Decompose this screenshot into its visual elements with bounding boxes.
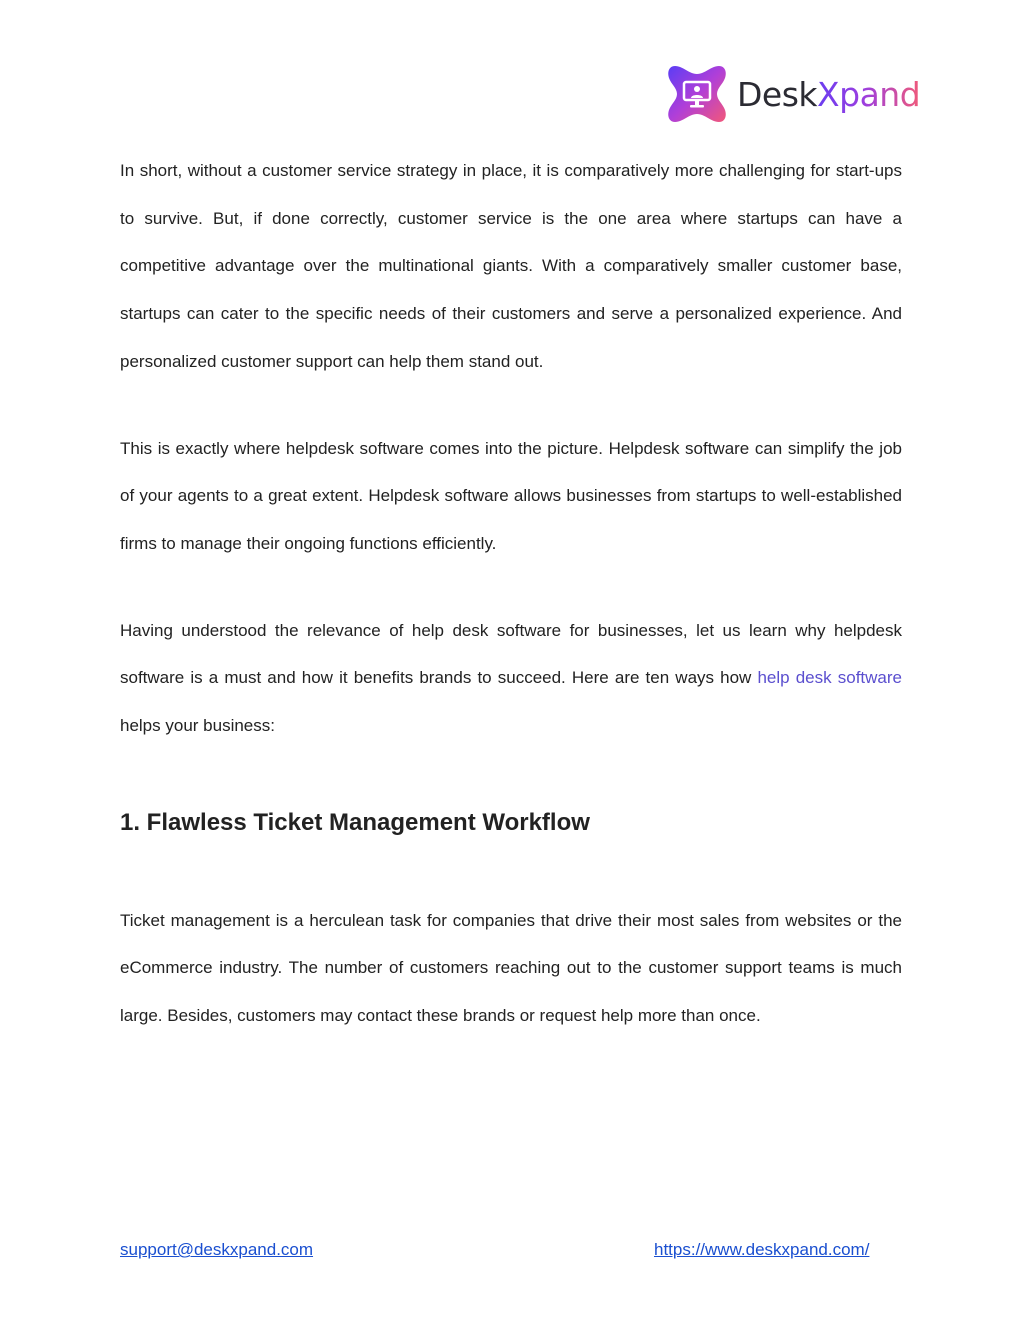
ten-ways-text: Having understood the relevance of help desk software for businesses, let us learn why helpdesk software is a must and how it benefits brands to succeed. Here are ten ways how (120, 620, 902, 688)
ten-ways-paragraph (120, 607, 902, 750)
help-desk-software-link[interactable]: help desk software (757, 668, 902, 688)
helpdesk-paragraph: This is exactly where helpdesk software comes into the picture. Helpdesk software can simplify the job of your agents to a great extent. Helpdesk software allows businesses from startups to well-established firms to manage their ongoing functions efficiently. (120, 438, 902, 553)
document-body (120, 147, 902, 1040)
brand-wordmark-xpand: Xpand (817, 74, 921, 114)
brand-logo (665, 61, 920, 127)
brand-wordmark-desk: Desk (737, 74, 818, 114)
ten-ways-text-end: helps your business: (120, 716, 275, 736)
brand-wordmark (737, 74, 921, 114)
section-heading: 1. Flawless Ticket Management Workflow (120, 808, 590, 836)
ticket-management-paragraph: Ticket management is a herculean task for companies that drive their most sales from websites or the eCommerce industry. The number of customers reaching out to the customer support teams is much large. Besides, customers may contact these brands or request help more than once. (120, 910, 902, 1026)
intro-paragraph: In short, without a customer service strategy in place, it is comparatively more challenging for start-ups to survive. But, if done correctly, customer service is the one area where startups can have a competitive advantage over the multinational giants. With a comparatively smaller customer base, startups can cater to the specific needs of their customers and serve a personalized experience. And personalized customer support can help them stand out. (120, 161, 902, 371)
support-email-link[interactable]: support@deskxpand.com (120, 1240, 314, 1259)
deskxpand-logo-icon (665, 62, 729, 126)
website-link[interactable]: https://www.deskxpand.com/ (654, 1240, 870, 1259)
